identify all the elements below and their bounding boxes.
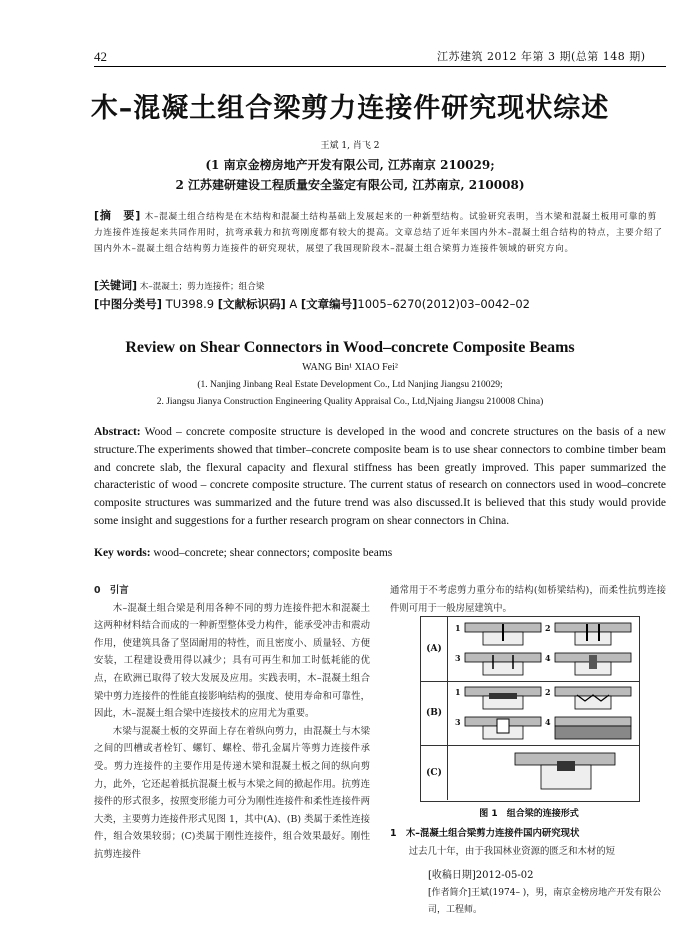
page-number: 42 [94, 49, 107, 64]
affiliation-1-chinese: (1 南京金榜房地产开发有限公司, 江苏南京 210029; [205, 158, 495, 172]
cell-number: 3 [455, 653, 461, 663]
cell-number: 2 [545, 623, 551, 633]
keywords-label: [关键词] [94, 279, 138, 292]
connector-plate-drawing [463, 685, 553, 711]
keywords-text: 木–混凝土；剪力连接件；组合梁 [139, 282, 265, 292]
cell-number: 3 [455, 717, 461, 727]
intro-paragraph: 木–混凝土组合梁是利用各种不同的剪力连接件把木和混凝土这两种材料结合而成的一种新型整体受力构件，能承受冲击和震动作用，使建筑具备了坚固耐用的特性，而且密度小、质量轻、方便安装，工程建设费用得以减少；具有可再生和加工时低耗能的优点，在欧洲已取得了较大发展及应用。实践表明，木–混凝土组合梁中剪力连接件的性能直接影响结构的强度、使用寿命和可靠性，因此，木–混凝土组合梁中连接技术的应用尤为重要。 [94, 602, 370, 720]
section-1-text: 过去几十年，由于我国林业资源的匮乏和木材的短 [408, 846, 616, 857]
clc-code: TU398.9 [165, 297, 215, 311]
cell-number: 1 [455, 623, 461, 633]
received-date: [收稿日期]2012-05-02 [428, 870, 534, 881]
connector-bolt-drawing [553, 621, 643, 647]
clc-label: [中图分类号] [94, 297, 163, 311]
classification-line [94, 296, 666, 312]
header-rule [94, 66, 666, 67]
connector-mesh-drawing [553, 685, 643, 711]
row-label: (B) [421, 681, 448, 745]
figure-row-b [421, 681, 639, 746]
article-label: [文章编号] [300, 297, 358, 311]
author-bio: [作者简介]王斌(1974– )，男，南京金榜房地产开发有限公司，工程师。 [428, 888, 662, 915]
cell-number: 2 [545, 687, 551, 697]
connector-nail-drawing [463, 651, 553, 677]
affiliation-2-english: 2. Jiangsu Jianya Construction Engineering Quality Appraisal Co., Ltd,Njaing Jiangsu 210008 China) [156, 397, 544, 407]
row-label: (A) [421, 617, 448, 681]
abstract-en-label: Abstract: [94, 426, 141, 438]
title-english: Review on Shear Connectors in Wood–concrete Composite Beams [125, 339, 575, 356]
figure-row-a [421, 617, 639, 682]
connector-slab-drawing [553, 715, 643, 741]
abstract-chinese [94, 208, 666, 257]
figure-row-c [421, 745, 639, 800]
article-number: 1005–6270(2012)03–0042–02 [357, 297, 530, 311]
figure-caption: 图 1 组合梁的连接形式 [479, 809, 579, 819]
right-column-text: 通常用于不考虑剪力重分布的结构(如桥梁结构)，而柔性抗剪连接件则可用于一般房屋建筑中。 [390, 585, 666, 614]
connector-tube-drawing [463, 715, 553, 741]
intro-column [94, 582, 370, 864]
connector-stud-drawing [553, 651, 643, 677]
keywords-chinese [94, 278, 666, 295]
authors-english: WANG Bin¹ XIAO Fei² [302, 362, 398, 373]
cell-number: 4 [545, 653, 551, 663]
keywords-en-label: Key words: [94, 547, 151, 559]
cell-number: 1 [455, 687, 461, 697]
figure-connection-forms [420, 616, 640, 802]
abstract-english [94, 424, 666, 531]
doc-code: A [289, 297, 298, 311]
intro-heading: 0 引言 [94, 585, 129, 596]
abstract-label: [摘 要] [94, 209, 142, 222]
cell-number: 4 [545, 717, 551, 727]
connector-screw-drawing [463, 621, 553, 647]
keywords-en-text: wood–concrete; shear connectors; composite beams [153, 547, 393, 559]
doc-label: [文献标识码] [217, 297, 286, 311]
row-label: (C) [421, 745, 448, 800]
intro-paragraph: 木梁与混凝土板的交界面上存在着纵向剪力，由混凝土与木梁之间的凹槽或者栓钉、螺钉、螺栓、带孔金属片等剪力连接件承受。剪力连接件的主要作用是传递木梁和混凝土板之间的纵向剪力，此外，它还起着抵抗混凝土板与木梁之间的掀起作用。抗剪连接件的形式很多，按照变形能力可分为刚性连接件和柔性连接件两大类，主要剪力连接件形式见图 1，其中(A)、(B) 类属于柔性连接件，组合效果较弱；(C)类属于刚性连接件，组合效果最好。刚性抗剪连接件 [94, 725, 370, 860]
connector-notch-drawing [511, 749, 621, 793]
abstract-text: 木–混凝土组合结构是在木结构和混凝土结构基础上发展起来的一种新型结构。试验研究表明，当木梁和混凝土板用可靠的剪力连接件连接起来共同作用时，抗弯承载力和抗弯刚度都有较大的提高。文章总结了近年来国内外木–混凝土组合结构的特点，主要介绍了国内外木–混凝土组合结构剪力连接件的研究现状，展望了我国现阶段木–混凝土组合梁剪力连接件领域的研究方向。 [94, 212, 663, 254]
affiliation-2-chinese: 2 江苏建研建设工程质量安全鉴定有限公司, 江苏南京, 210008) [175, 178, 525, 192]
abstract-en-text: Wood – concrete composite structure is developed in the wood and concrete structures on the basis of a new structure.The experiments showed that timber–concrete composite beam is to use shear connectors to combine timber beam and concrete slab, the flexural capacity and flexural stiffness has been greatly improved. This paper summarized the characteristic of wood – concrete composite structure. The current status of research on connectors used in wood–concrete composite structures was summarized and the future trend was also discussed.It is believed that this study would provide some insight and suggestions for a further research program on shear connectors in China. [94, 426, 666, 527]
title-chinese: 木–混凝土组合梁剪力连接件研究现状综述 [90, 93, 610, 124]
keywords-english [94, 547, 666, 559]
journal-header: 江苏建筑 2012 年第 3 期(总第 148 期) [437, 50, 646, 63]
affiliation-1-english: (1. Nanjing Jinbang Real Estate Development Co., Ltd Nanjing Jiangsu 210029; [197, 380, 503, 390]
section-1-heading: 1 木–混凝土组合梁剪力连接件国内研究现状 [390, 828, 580, 839]
authors-chinese: 王斌 1, 肖飞 2 [320, 141, 380, 151]
